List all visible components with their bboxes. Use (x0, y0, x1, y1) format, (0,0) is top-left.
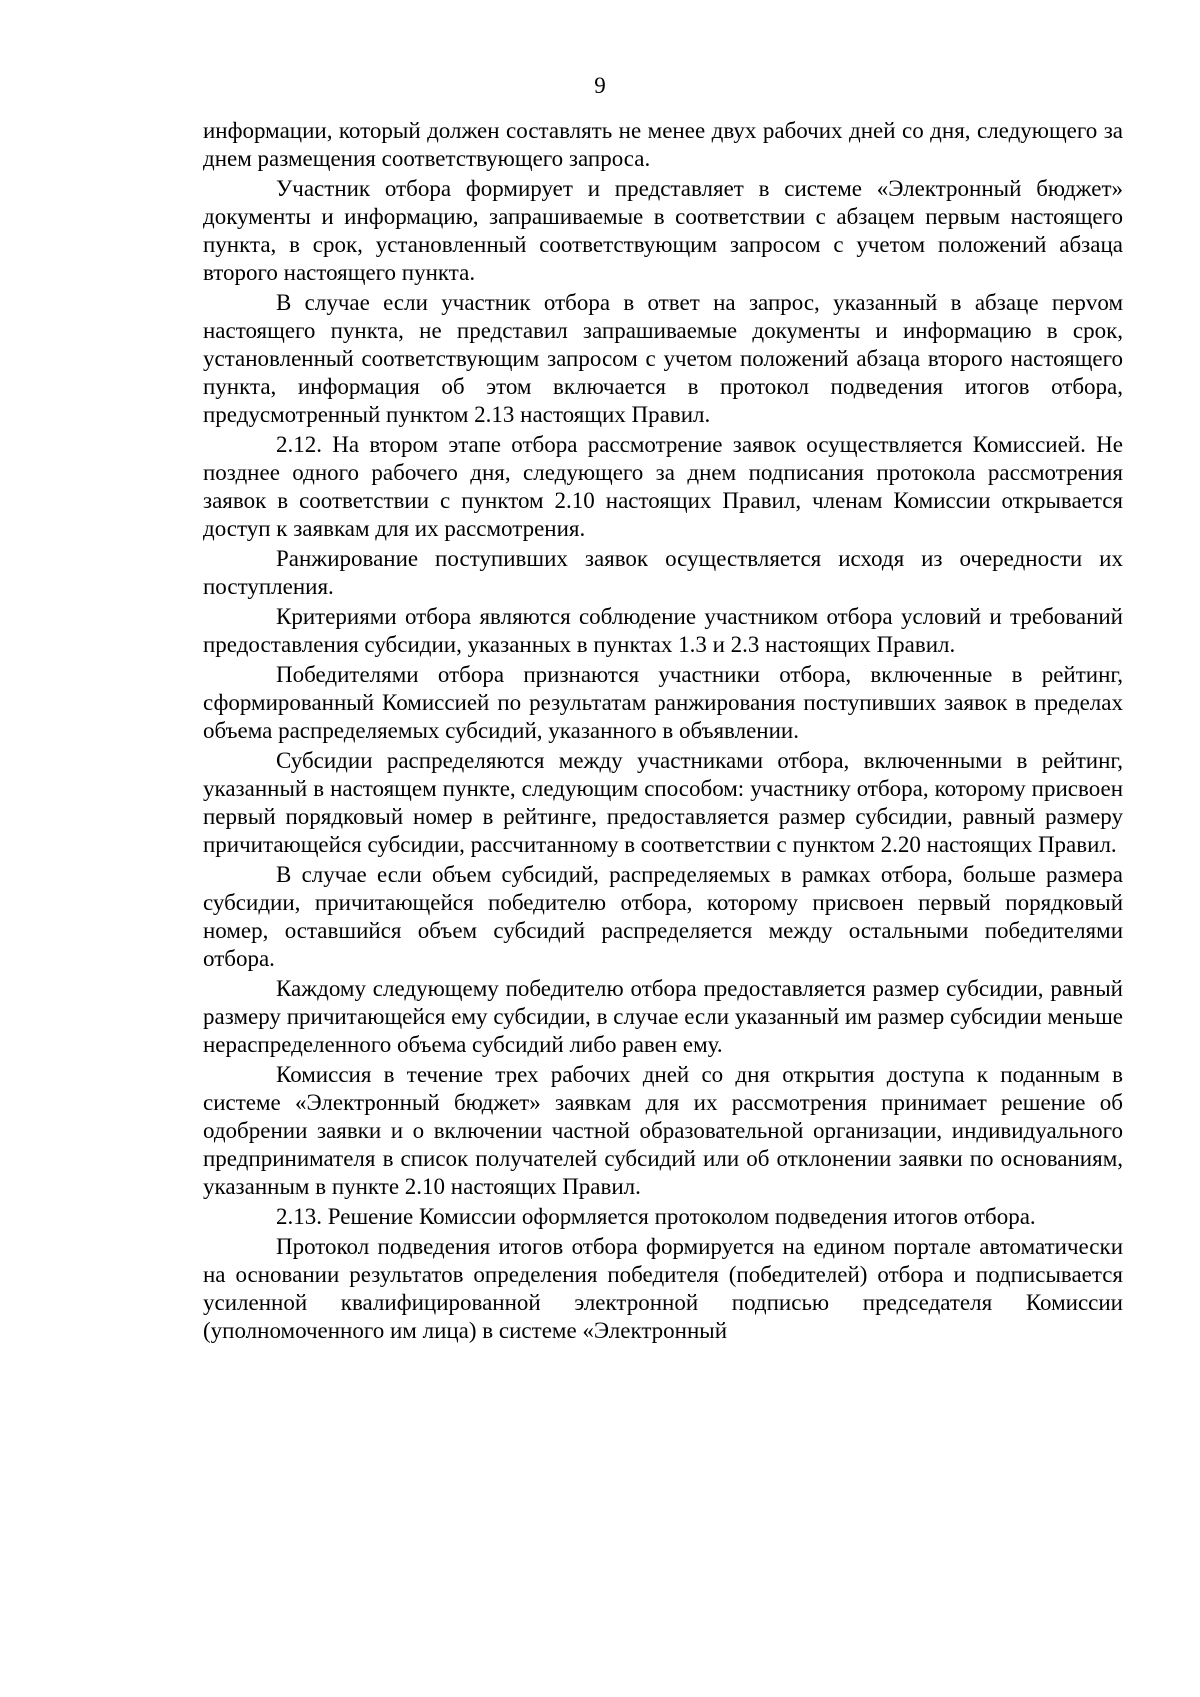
document-body (203, 117, 1123, 1345)
paragraph-2-12: 2.12. На втором этапе отбора рассмотрение заявок осуществляется Комиссией. Не позднее одного рабочего дня, следующего за днем подписания протокола рассмотрения заявок в соответствии с пунктом 2.10 настоящих Правил, членам Комиссии открывается доступ к заявкам для их рассмотрения. (203, 432, 1123, 541)
paragraph: Ранжирование поступивших заявок осуществляется исходя из очередности их поступления. (203, 546, 1123, 599)
paragraph: Комиссия в течение трех рабочих дней со дня открытия доступа к поданным в системе «Электронный бюджет» заявкам для их рассмотрения принимает решение об одобрении заявки и о включении частной образовательной организации, индивидуального предпринимателя в список получателей субсидий или об отклонении заявки по основаниям, указанным в пункте 2.10 настоящих Правил. (203, 1062, 1123, 1199)
paragraph: В случае если участник отбора в ответ на запрос, указанный в абзаце перvом настоящего пункта, не представил запрашиваемые документы и информацию в срок, установленный соответствующим запросом с учетом положений абзаца второго настоящего пункта, информация об этом включается в протокол подведения итогов отбора, предусмотренный пунктом 2.13 настоящих Правил. (203, 290, 1123, 427)
page-number: 9 (594, 73, 606, 98)
paragraph: В случае если объем субсидий, распределяемых в рамках отбора, больше размера субсидии, причитающейся победителю отбора, которому присвоен первый порядковый номер, оставшийся объем субсидий распределяется между остальными победителями отбора. (203, 862, 1123, 971)
paragraph: Каждому следующему победителю отбора предоставляется размер субсидии, равный размеру причитающейся ему субсидии, в случае если указанный им размер субсидии меньше нераспределенного объема субсидий либо равен ему. (203, 976, 1123, 1057)
paragraph: Протокол подведения итогов отбора формируется на едином портале автоматически на основании результатов определения победителя (победителей) отбора и подписывается усиленной квалифицированной электронной подписью председателя Комиссии (уполномоченного им лица) в системе «Электронный (203, 1234, 1123, 1343)
paragraph: Участник отбора формирует и представляет в системе «Электронный бюджет» документы и информацию, запрашиваемые в соответствии с абзацем первым настоящего пункта, в срок, установленный соответствующим запросом с учетом положений абзаца второго настоящего пункта. (203, 176, 1123, 285)
paragraph: Победителями отбора признаются участники отбора, включенные в рейтинг, сформированный Комиссией по результатам ранжирования поступивших заявок в пределах объема распределяемых субсидий, указанного в объявлении. (203, 662, 1123, 743)
paragraph: Субсидии распределяются между участниками отбора, включенными в рейтинг, указанный в настоящем пункте, следующим способом: участнику отбора, которому присвоен первый порядковый номер в рейтинге, предоставляется размер субсидии, равный размеру причитающейся субсидии, рассчитанному в соответствии с пунктом 2.20 настоящих Правил. (203, 748, 1123, 857)
paragraph: Критериями отбора являются соблюдение участником отбора условий и требований предоставления субсидии, указанных в пунктах 1.3 и 2.3 настоящих Правил. (203, 604, 1123, 657)
paragraph-continuation: информации, который должен составлять не менее двух рабочих дней со дня, следующего за днем размещения соответствующего запроса. (203, 118, 1123, 171)
paragraph-2-13: 2.13. Решение Комиссии оформляется протоколом подведения итогов отбора. (276, 1204, 1036, 1229)
